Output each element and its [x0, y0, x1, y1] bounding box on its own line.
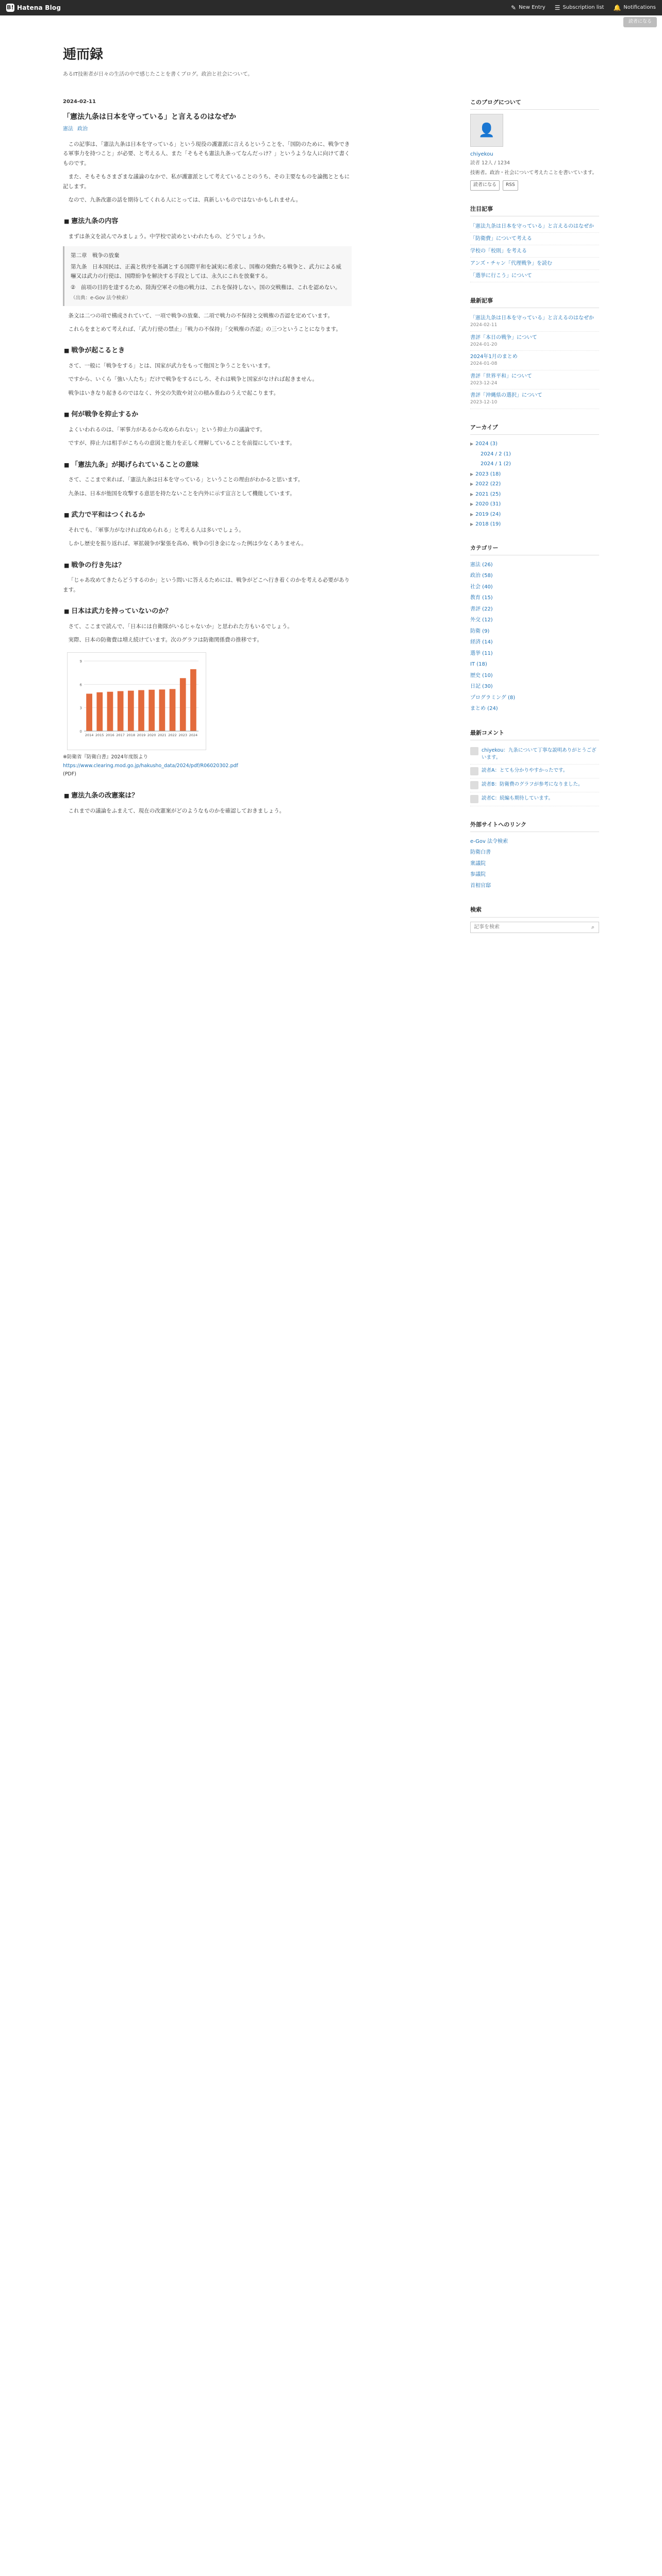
blog-title[interactable]: 逓而録 — [63, 47, 104, 62]
list-item[interactable] — [470, 312, 599, 332]
entry-paragraph: よくいわれるのは、「軍事力があるから攻められない」という抑止力の議論です。 — [68, 426, 266, 433]
link-list — [470, 836, 599, 892]
bar-chart-svg — [71, 656, 203, 743]
comment-link[interactable]: 読者B：防衛費のグラフが参考になりました。 — [482, 781, 583, 787]
entry-paragraph: これらをまとめて考えれば、「武力行使の禁止」「戦力の不保持」「交戦権の否認」の三つということになります。 — [68, 326, 341, 332]
category-item[interactable] — [470, 670, 599, 682]
hatena-logo-icon: B! — [7, 4, 14, 11]
entry-title[interactable]: 「憲法九条は日本を守っている」と言えるのはなぜか — [63, 112, 236, 121]
archive-item[interactable] — [470, 449, 599, 460]
comment-item[interactable] — [470, 765, 599, 778]
y-tick-label: 6 — [79, 682, 82, 687]
list-item-link[interactable]: 書評「沖縄県の選択」について — [470, 393, 542, 399]
entry-paragraph: さて、ここまで来れば、「憲法九条は日本を守っている」ということの理由がわかると思います。 — [68, 477, 304, 483]
category-item[interactable] — [470, 703, 599, 715]
profile-actions — [470, 180, 599, 191]
x-tick-label: 2020 — [147, 733, 156, 737]
section-heading: ■ 武力で平和はつくれるか — [63, 510, 352, 521]
entry-paragraph: なので、九条改憲の話を期待してくれる人にとっては、真新しいものではないかもしれません。 — [68, 196, 302, 203]
new-entry-link[interactable] — [511, 3, 545, 13]
archive-link[interactable]: 2021 (25) — [475, 491, 501, 497]
commenter-avatar-icon — [470, 781, 478, 789]
list-item-date: 2023-12-10 — [470, 400, 498, 405]
entry-paragraph: それでも、「軍事力がなければ攻められる」と考える人は多いでしょう。 — [68, 527, 244, 533]
search-title: 検索 — [470, 905, 599, 917]
external-link[interactable]: e-Gov 法令検索 — [470, 838, 508, 844]
list-item[interactable] — [470, 270, 599, 282]
triangle-right-icon: ▶ — [470, 512, 474, 517]
list-item-link[interactable]: 2024年1月のまとめ — [470, 354, 518, 360]
archive-item[interactable] — [470, 459, 599, 469]
profile-meta: 読者 12人 / 1234 — [470, 160, 510, 166]
latest-list — [470, 312, 599, 409]
list-item-date: 2024-02-11 — [470, 323, 498, 328]
commenter-avatar-icon — [470, 767, 478, 775]
list-item[interactable] — [470, 351, 599, 370]
subscription-list-link[interactable] — [555, 3, 604, 13]
archive-item[interactable] — [470, 439, 599, 449]
entry-paragraph: しかし歴史を振り返れば、軍拡競争が緊張を高め、戦争の引き金になった例は少なくありません。 — [68, 540, 307, 547]
list-item-link[interactable]: 「防衛費」について考える — [470, 236, 532, 242]
comment-list — [470, 744, 599, 806]
bar — [180, 678, 186, 731]
list-item-link[interactable]: 「選挙に行こう」について — [470, 273, 532, 279]
entry-paragraph: まずは条文を読んでみましょう。中学校で読めといわれたもの、どうでしょうか。 — [68, 233, 269, 240]
category-link[interactable]: 書評 (22) — [470, 606, 493, 612]
subscribe-bar — [0, 15, 662, 29]
triangle-right-icon: ▶ — [470, 482, 474, 487]
bell-icon: 🔔 — [613, 4, 621, 11]
category-link[interactable]: 経済 (14) — [470, 639, 493, 646]
list-item-link[interactable]: 「憲法九条は日本を守っている」と言えるのはなぜか — [470, 315, 594, 321]
list-item[interactable] — [470, 258, 599, 270]
links-title: 外部サイトへのリンク — [470, 820, 599, 832]
category-link[interactable]: IT (18) — [470, 662, 487, 668]
chart-source-text: ※防衛省『防衛白書』2024年度版より — [63, 754, 148, 760]
category-item[interactable] — [470, 570, 599, 582]
external-link-item[interactable] — [470, 880, 599, 892]
y-tick-label: 3 — [79, 706, 82, 710]
user-icon: 👤 — [478, 122, 495, 138]
archive-item[interactable] — [470, 499, 599, 510]
external-link-item[interactable] — [470, 869, 599, 880]
category-link[interactable]: 社会 (40) — [470, 584, 493, 590]
category-item[interactable] — [470, 659, 599, 670]
entry-paragraph: この記事は、「憲法九条は日本を守っている」という現役の護憲派に言えるということを、「国防のために、戦争できる軍事力を持つこと」が必要、と考える人、また「そもそも憲法九条ってなんだっけ？」というような人に向けて書くものです。 — [63, 141, 350, 166]
new-entry-label: New Entry — [519, 5, 545, 11]
recent-list — [470, 221, 599, 282]
archive-link[interactable]: 2022 (22) — [475, 481, 501, 487]
x-tick-label: 2016 — [106, 733, 114, 737]
bar — [148, 689, 155, 731]
search-box — [470, 922, 599, 933]
recent-module — [470, 204, 599, 282]
quote-line: 第二章 戦争の放棄 — [71, 252, 120, 259]
archive-item[interactable] — [470, 510, 599, 520]
comment-item[interactable] — [470, 744, 599, 765]
archive-link[interactable]: 2024 / 1 (2) — [481, 461, 511, 467]
triangle-right-icon: ▶ — [470, 471, 474, 477]
entry-categories — [63, 125, 352, 134]
section-heading: ■ 戦争が起こるとき — [63, 345, 352, 357]
about-title: このブログについて — [470, 97, 599, 110]
comment-item[interactable] — [470, 778, 599, 792]
category-link[interactable]: 政治 (58) — [470, 573, 493, 579]
list-item-link[interactable]: 書評「世界平和」について — [470, 373, 532, 379]
latest-title: 最新記事 — [470, 296, 599, 308]
archive-item[interactable] — [470, 479, 599, 489]
quote-source-link[interactable]: （出典：e-Gov 法令検索） — [71, 295, 131, 301]
archive-link[interactable]: 2024 / 2 (1) — [481, 451, 511, 457]
bar — [170, 689, 176, 731]
category-item[interactable] — [470, 604, 599, 615]
external-link-item[interactable] — [470, 836, 599, 848]
entry-paragraph: さて、ここまで読んで、「日本には自衛隊がいるじゃないか」と思われた方もいるでしょう。 — [68, 623, 293, 630]
x-tick-label: 2022 — [168, 733, 177, 737]
entry-category-link[interactable]: 政治 — [77, 126, 88, 132]
comments-module — [470, 728, 599, 806]
list-item-link[interactable]: 書評「本日の戦争」について — [470, 334, 537, 341]
entry-main — [63, 97, 352, 946]
x-tick-label: 2015 — [95, 733, 104, 737]
bar — [190, 669, 196, 731]
external-link-item[interactable] — [470, 858, 599, 870]
category-item[interactable] — [470, 637, 599, 648]
subscribe-button[interactable]: 読者になる — [623, 17, 657, 27]
archive-module — [470, 422, 599, 530]
category-module — [470, 543, 599, 715]
blog-header — [63, 29, 599, 87]
chart-source-suffix: (PDF) — [63, 771, 76, 777]
search-icon[interactable]: ⌕ — [591, 924, 595, 930]
archive-link[interactable]: 2023 (18) — [475, 471, 501, 477]
hatena-global-header — [0, 0, 662, 15]
category-link[interactable]: 選挙 (11) — [470, 650, 493, 656]
entry-category-link[interactable]: 憲法 — [63, 126, 73, 132]
notifications-label: Notifications — [623, 5, 656, 11]
section-heading: ■ 「憲法九条」が掲げられていることの意味 — [63, 460, 352, 471]
profile-name-link[interactable]: chiyekou — [470, 151, 493, 158]
entry-paragraph: さて、一般に「戦争をする」とは、国家が武力をもって他国と争うことをいいます。 — [68, 363, 274, 369]
external-link[interactable]: 衆議院 — [470, 860, 486, 867]
search-input[interactable] — [471, 922, 587, 933]
category-link[interactable]: まとめ (24) — [470, 706, 498, 712]
list-item-date: 2023-12-24 — [470, 380, 498, 386]
entry-date[interactable]: 2024-02-11 — [63, 99, 96, 105]
y-tick-label: 9 — [79, 659, 82, 664]
comment-link[interactable]: 読者A：とても分かりやすかったです。 — [482, 767, 568, 773]
comment-link[interactable]: chiyekou：九条について丁寧な説明ありがとうございます。 — [482, 748, 597, 760]
comments-title: 最新コメント — [470, 728, 599, 740]
archive-item[interactable] — [470, 469, 599, 480]
category-item[interactable] — [470, 626, 599, 637]
list-item-date: 2024-01-20 — [470, 342, 498, 347]
search-module — [470, 905, 599, 933]
external-link[interactable]: 首相官邸 — [470, 883, 491, 889]
entry-paragraph: 「じゃあ攻めてきたらどうするのか」という問いに答えるためには、戦争がどこへ行き着くのかを考える必要があります。 — [63, 577, 350, 593]
bar — [118, 691, 124, 731]
recent-title: 注目記事 — [470, 204, 599, 216]
list-item-link[interactable]: 「憲法九条は日本を守っている」と言えるのはなぜか — [470, 224, 594, 230]
category-item[interactable] — [470, 582, 599, 593]
x-tick-label: 2023 — [178, 733, 188, 737]
external-link-item[interactable] — [470, 847, 599, 858]
y-tick-label: 0 — [79, 729, 82, 734]
category-link[interactable]: 外交 (12) — [470, 617, 493, 623]
triangle-right-icon: ▶ — [470, 492, 474, 497]
x-tick-label: 2017 — [116, 733, 125, 737]
list-item[interactable] — [470, 370, 599, 390]
category-item[interactable] — [470, 648, 599, 659]
category-link[interactable]: プログラミング (8) — [470, 694, 516, 701]
category-list — [470, 560, 599, 715]
defense-budget-chart — [67, 652, 206, 750]
blockquote — [63, 246, 352, 306]
list-item-date: 2024-01-08 — [470, 361, 498, 367]
bar — [107, 691, 113, 731]
category-item[interactable] — [470, 592, 599, 604]
entry-paragraph: ですが、抑止力は相手がこちらの意図と能力を正しく理解していることを前提にしています。 — [68, 440, 295, 447]
triangle-right-icon: ▶ — [470, 442, 474, 447]
entry-paragraph: また、そもそもさまざまな議論のなかで、私が護憲派として考えていることのうち、その主要なものを論拠とともに記します。 — [63, 174, 350, 190]
archive-link[interactable]: 2024 (3) — [475, 441, 498, 447]
category-item[interactable] — [470, 681, 599, 692]
archive-item[interactable] — [470, 519, 599, 530]
category-link[interactable]: 教育 (15) — [470, 595, 493, 601]
x-tick-label: 2024 — [189, 733, 198, 737]
category-item[interactable] — [470, 560, 599, 571]
entry-paragraph: 九条は、日本が他国を攻撃する意思を持たないことを内外に示す宣言として機能しています。 — [68, 490, 295, 497]
category-link[interactable]: 憲法 (26) — [470, 562, 493, 568]
archive-list — [470, 439, 599, 530]
list-item[interactable] — [470, 389, 599, 409]
external-link[interactable]: 防衛白書 — [470, 850, 491, 856]
category-item[interactable] — [470, 615, 599, 626]
quote-line: ② 前項の目的を達するため、陸海空軍その他の戦力は、これを保持しない。国の交戦権は、これを認めない。 — [71, 284, 341, 291]
latest-module — [470, 296, 599, 409]
section-heading: ■ 日本は武力を持っていないのか？ — [63, 606, 352, 618]
section-heading: ■ 憲法九条の改憲案は？ — [63, 790, 352, 802]
x-tick-label: 2019 — [137, 733, 146, 737]
profile-bio: 技術者。政治・社会について考えたことを書いています。 — [470, 170, 598, 176]
external-link[interactable]: 参議院 — [470, 872, 486, 878]
category-link[interactable]: 歴史 (10) — [470, 672, 493, 679]
chart-source-link[interactable]: https://www.clearing.mod.go.jp/hakusho_data/2024/pdf/R06020302.pdf — [63, 762, 238, 769]
section-heading: ■ 憲法九条の内容 — [63, 216, 352, 228]
subscribe-small-button[interactable]: 読者になる — [470, 180, 500, 191]
category-title: カテゴリー — [470, 543, 599, 555]
commenter-avatar-icon — [470, 795, 478, 803]
comment-item[interactable] — [470, 792, 599, 806]
notifications-link[interactable] — [613, 3, 656, 13]
section-heading: ■ 何が戦争を抑止するか — [63, 409, 352, 421]
list-icon: ☰ — [554, 4, 560, 11]
bar — [128, 690, 134, 731]
list-item[interactable] — [470, 221, 599, 233]
list-item[interactable] — [470, 332, 599, 351]
subscription-list-label: Subscription list — [562, 5, 604, 11]
bar — [159, 689, 166, 731]
rss-button[interactable]: RSS — [503, 180, 518, 191]
profile-name[interactable] — [470, 150, 599, 159]
category-item[interactable] — [470, 692, 599, 704]
category-link[interactable]: 防衛 (9) — [470, 628, 490, 634]
archive-item[interactable] — [470, 489, 599, 500]
entry-paragraph: これまでの議論をふまえて、現在の改憲案がどのようなものかを確認しておきましょう。 — [68, 807, 285, 814]
commenter-avatar-icon — [470, 747, 478, 755]
triangle-right-icon: ▶ — [470, 502, 474, 507]
entry-paragraph: 戦争はいきなり起きるのではなく、外交の失敗や対立の積み重ねのうえで起こります。 — [68, 389, 279, 396]
bar — [86, 693, 92, 731]
category-link[interactable]: 日記 (30) — [470, 684, 493, 690]
bar — [138, 690, 144, 731]
list-item-link[interactable]: 学校の「校則」を考える — [470, 248, 527, 255]
list-item[interactable] — [470, 245, 599, 258]
entry-paragraph: ですから、いくら「強い人たち」だけで戦争をするにしろ、それは戦争と国家がなければ起きません。 — [68, 376, 318, 383]
archive-title: アーカイブ — [470, 422, 599, 435]
archive-link[interactable]: 2020 (31) — [475, 501, 501, 507]
triangle-right-icon: ▶ — [470, 522, 474, 527]
entry-paragraph: 実際、日本の防衛費は増え続けています。次のグラフは防衛関係費の推移です。 — [68, 637, 262, 643]
x-tick-label: 2014 — [85, 733, 94, 737]
blog-description: あるIT技術者が日々の生活の中で感じたことを書くブログ。政治と社会について。 — [63, 71, 253, 77]
x-tick-label: 2021 — [158, 733, 167, 737]
links-module — [470, 820, 599, 892]
entry-paragraph: 条文は二つの項で構成されていて、一項で戦争の放棄、二項で戦力の不保持と交戦権の否認を定めています。 — [68, 312, 333, 319]
pencil-icon: ✎ — [511, 4, 517, 11]
comment-link[interactable]: 読者C：続編も期待しています。 — [482, 795, 553, 801]
archive-link[interactable]: 2019 (24) — [475, 511, 501, 517]
chart-caption — [63, 753, 352, 779]
list-item-link[interactable]: アンズ・チャン「代理戦争」を読む — [470, 261, 552, 267]
section-heading: ■ 戦争の行き先は？ — [63, 560, 352, 572]
hatena-logo[interactable] — [6, 3, 61, 13]
archive-link[interactable]: 2018 (19) — [475, 521, 501, 528]
avatar[interactable] — [470, 114, 503, 147]
list-item[interactable] — [470, 233, 599, 245]
bar — [96, 692, 103, 731]
profile-module — [470, 97, 599, 191]
x-tick-label: 2018 — [126, 733, 136, 737]
sidebar — [470, 97, 599, 946]
hatena-logo-text: Hatena Blog — [17, 4, 61, 11]
quote-line: 第九条 日本国民は、正義と秩序を基調とする国際平和を誠実に希求し、国権の発動たる戦争と、武力による威嚇又は武力の行使は、国際紛争を解決する手段としては、永久にこれを放棄する。 — [71, 263, 341, 280]
